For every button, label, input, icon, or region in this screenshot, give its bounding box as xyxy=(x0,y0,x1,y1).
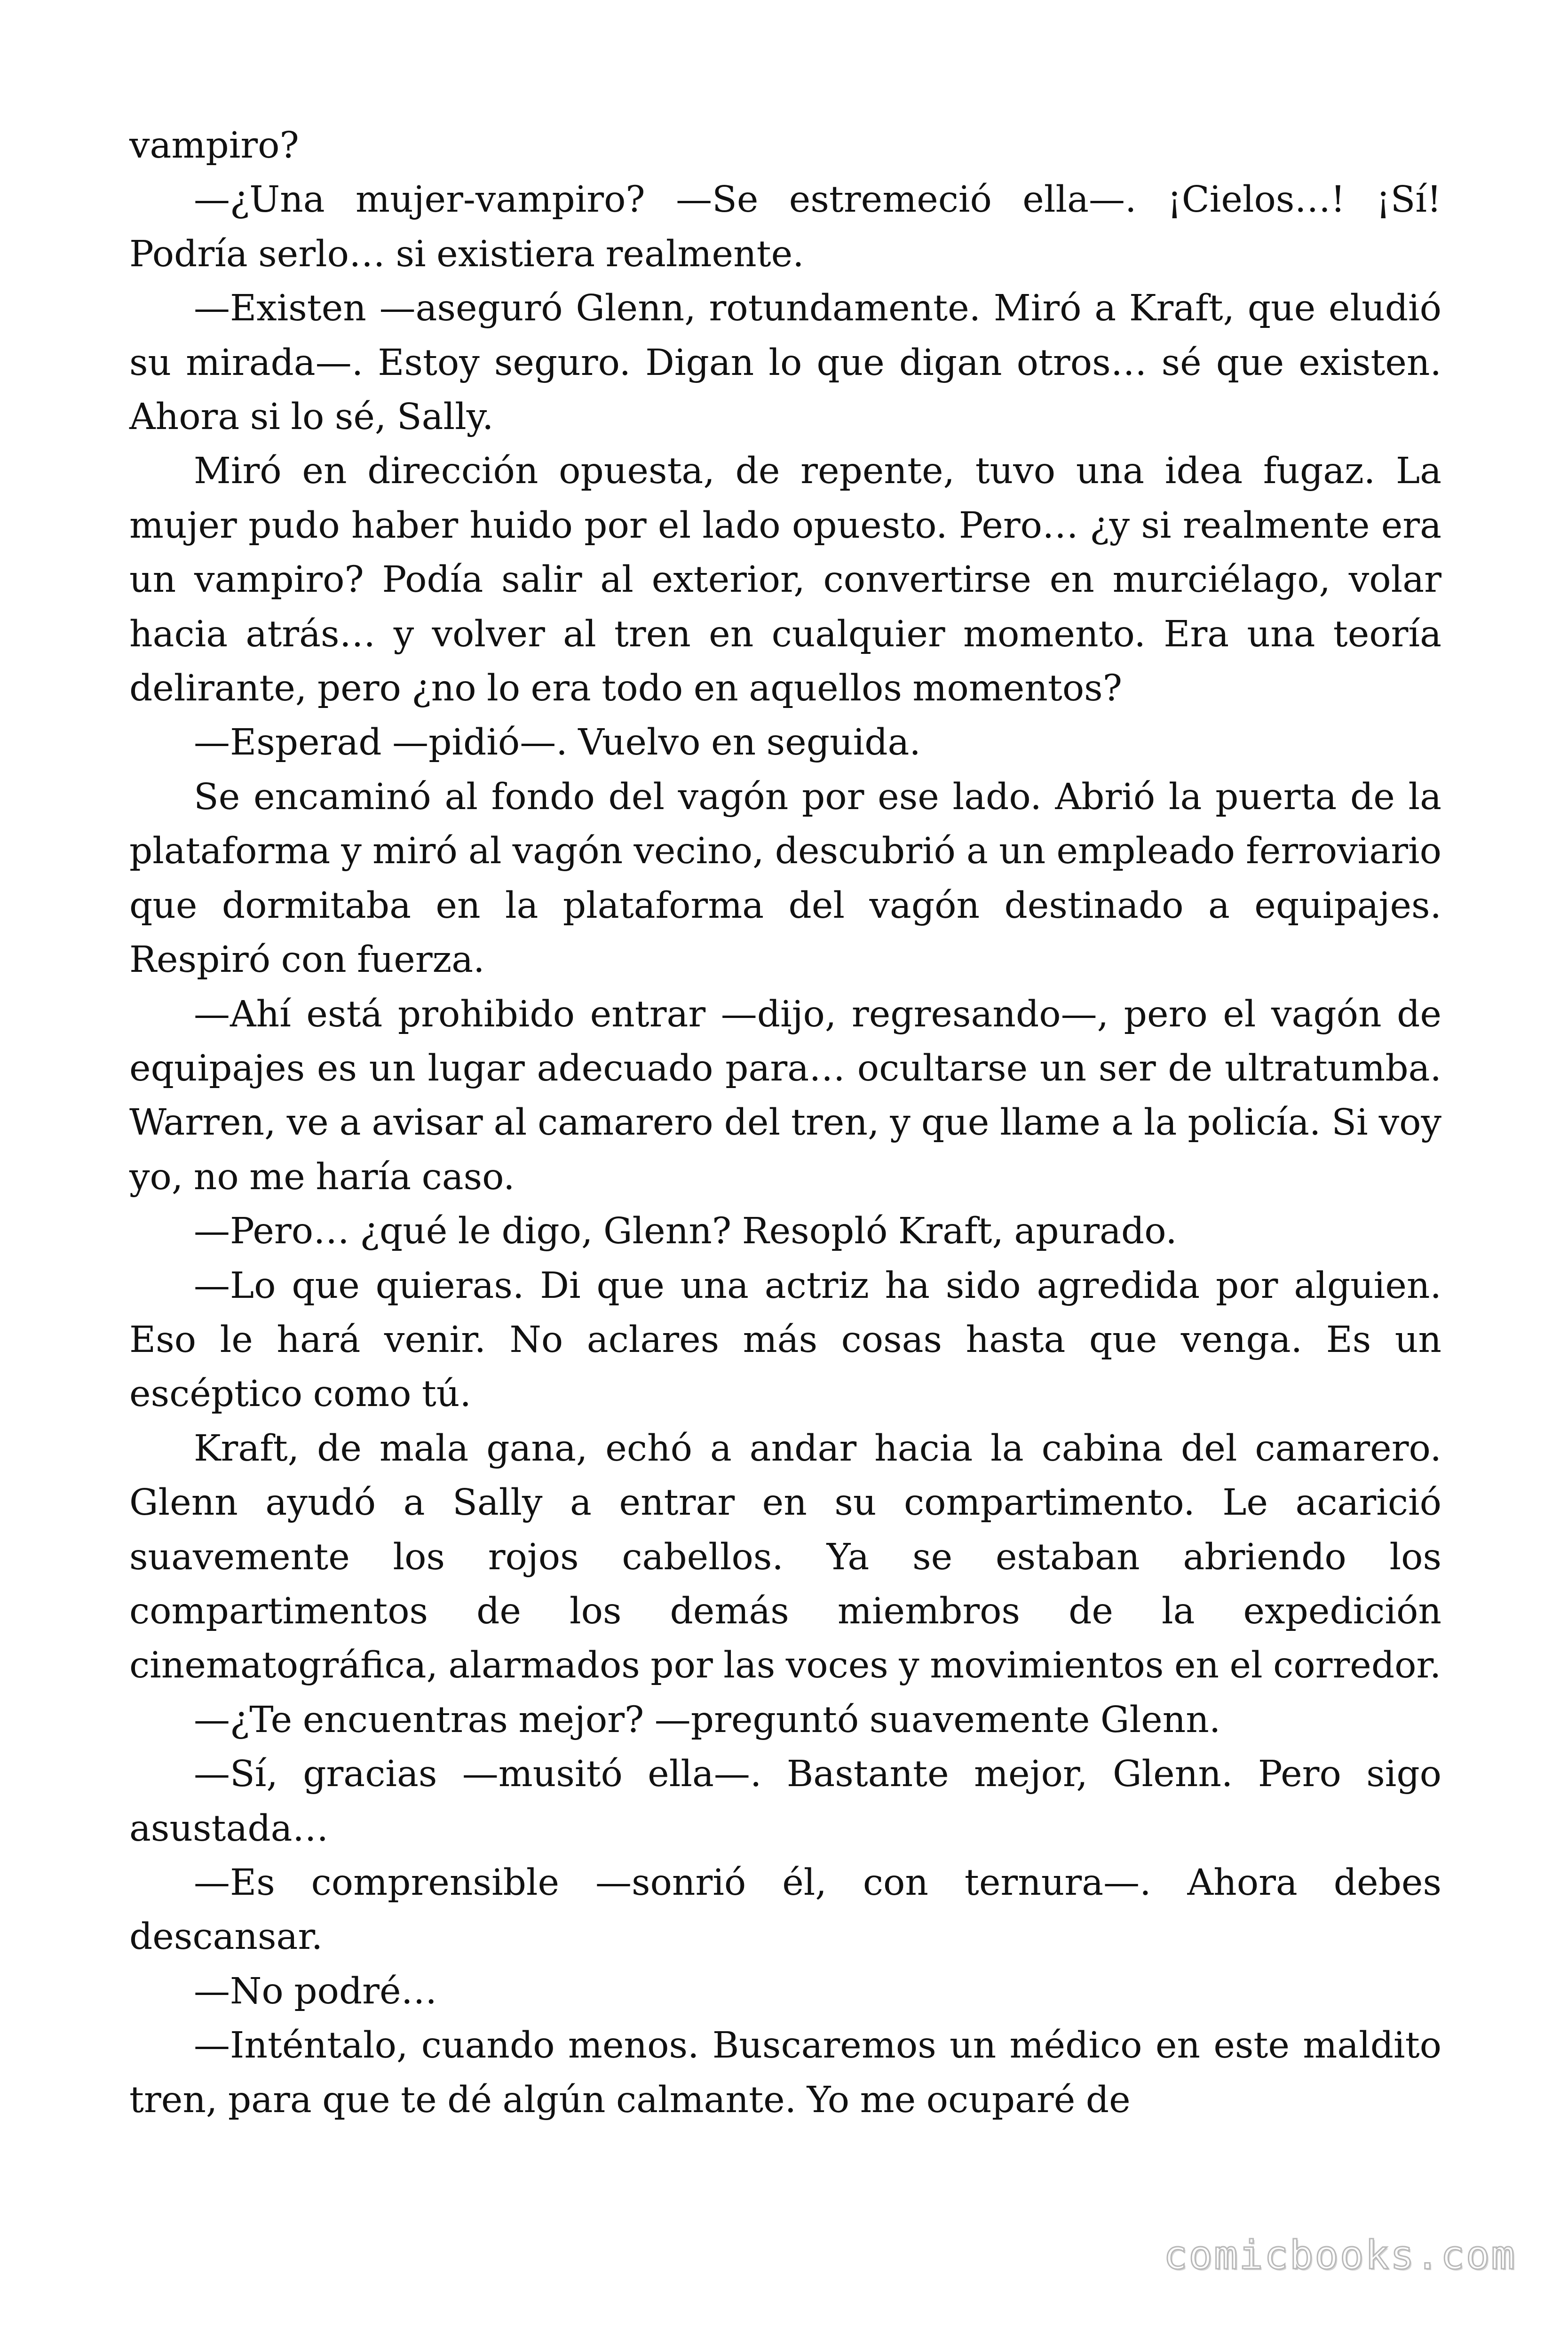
paragraph-13: —Es comprensible —sonrió él, con ternura—. Ahora debes descansar. xyxy=(129,1862,1441,1958)
paragraph-2: —¿Una mujer-vampiro? —Se estremeció ella—. ¡Cielos…! ¡Sí! Podría serlo… si existiera realmente. xyxy=(129,179,1441,275)
paragraph-4: Miró en dirección opuesta, de repente, tuvo una idea fugaz. La mujer pudo haber huido por el lado opuesto. Pero… ¿y si realmente era un vampiro? Podía salir al exterior, convertirse en murciélago, volar hacia atrás… y volver al tren en cualquier momento. Era una teoría delirante, pero ¿no lo era todo en aquellos momentos? xyxy=(129,450,1441,710)
paragraph-14: —No podré… xyxy=(194,1970,437,2012)
paragraph-5: —Esperad —pidió—. Vuelvo en seguida. xyxy=(194,722,921,764)
paragraph-6: Se encaminó al fondo del vagón por ese lado. Abrió la puerta de la plataforma y miró al vagón vecino, descubrió a un empleado ferroviario que dormitaba en la plataforma del vagón destinado a equipajes. Respiró con fuerza. xyxy=(129,776,1441,981)
paragraph-8: —Pero… ¿qué le digo, Glenn? Resopló Kraft, apurado. xyxy=(194,1210,1177,1253)
watermark: comicbooks.com xyxy=(1163,2232,1516,2278)
page-text xyxy=(129,119,1441,2127)
paragraph-10: Kraft, de mala gana, echó a andar hacia la cabina del camarero. Glenn ayudó a Sally a entrar en su compartimento. Le acarició suavemente los rojos cabellos. Ya se estaban abriendo los compartimentos de los demás miembros de la expedición cinematográfica, alarmados por las voces y movimientos en el corredor. xyxy=(129,1427,1441,1687)
paragraph-1: vampiro? xyxy=(129,125,299,167)
paragraph-11: —¿Te encuentras mejor? —preguntó suavemente Glenn. xyxy=(194,1699,1221,1741)
paragraph-12: —Sí, gracias —musitó ella—. Bastante mejor, Glenn. Pero sigo asustada… xyxy=(129,1753,1441,1850)
paragraph-7: —Ahí está prohibido entrar —dijo, regresando—, pero el vagón de equipajes es un lugar adecuado para… ocultarse un ser de ultratumba. Warren, ve a avisar al camarero del tren, y que llame a la policía. Si voy yo, no me haría caso. xyxy=(129,993,1441,1198)
paragraph-15: —Inténtalo, cuando menos. Buscaremos un médico en este maldito tren, para que te dé algún calmante. Yo me ocuparé de xyxy=(129,2025,1441,2121)
paragraph-9: —Lo que quieras. Di que una actriz ha sido agredida por alguien. Eso le hará venir. No aclares más cosas hasta que venga. Es un escéptico como tú. xyxy=(129,1264,1441,1415)
paragraph-3: —Existen —aseguró Glenn, rotundamente. Miró a Kraft, que eludió su mirada—. Estoy seguro. Digan lo que digan otros… sé que existen. Ahora si lo sé, Sally. xyxy=(129,287,1441,438)
